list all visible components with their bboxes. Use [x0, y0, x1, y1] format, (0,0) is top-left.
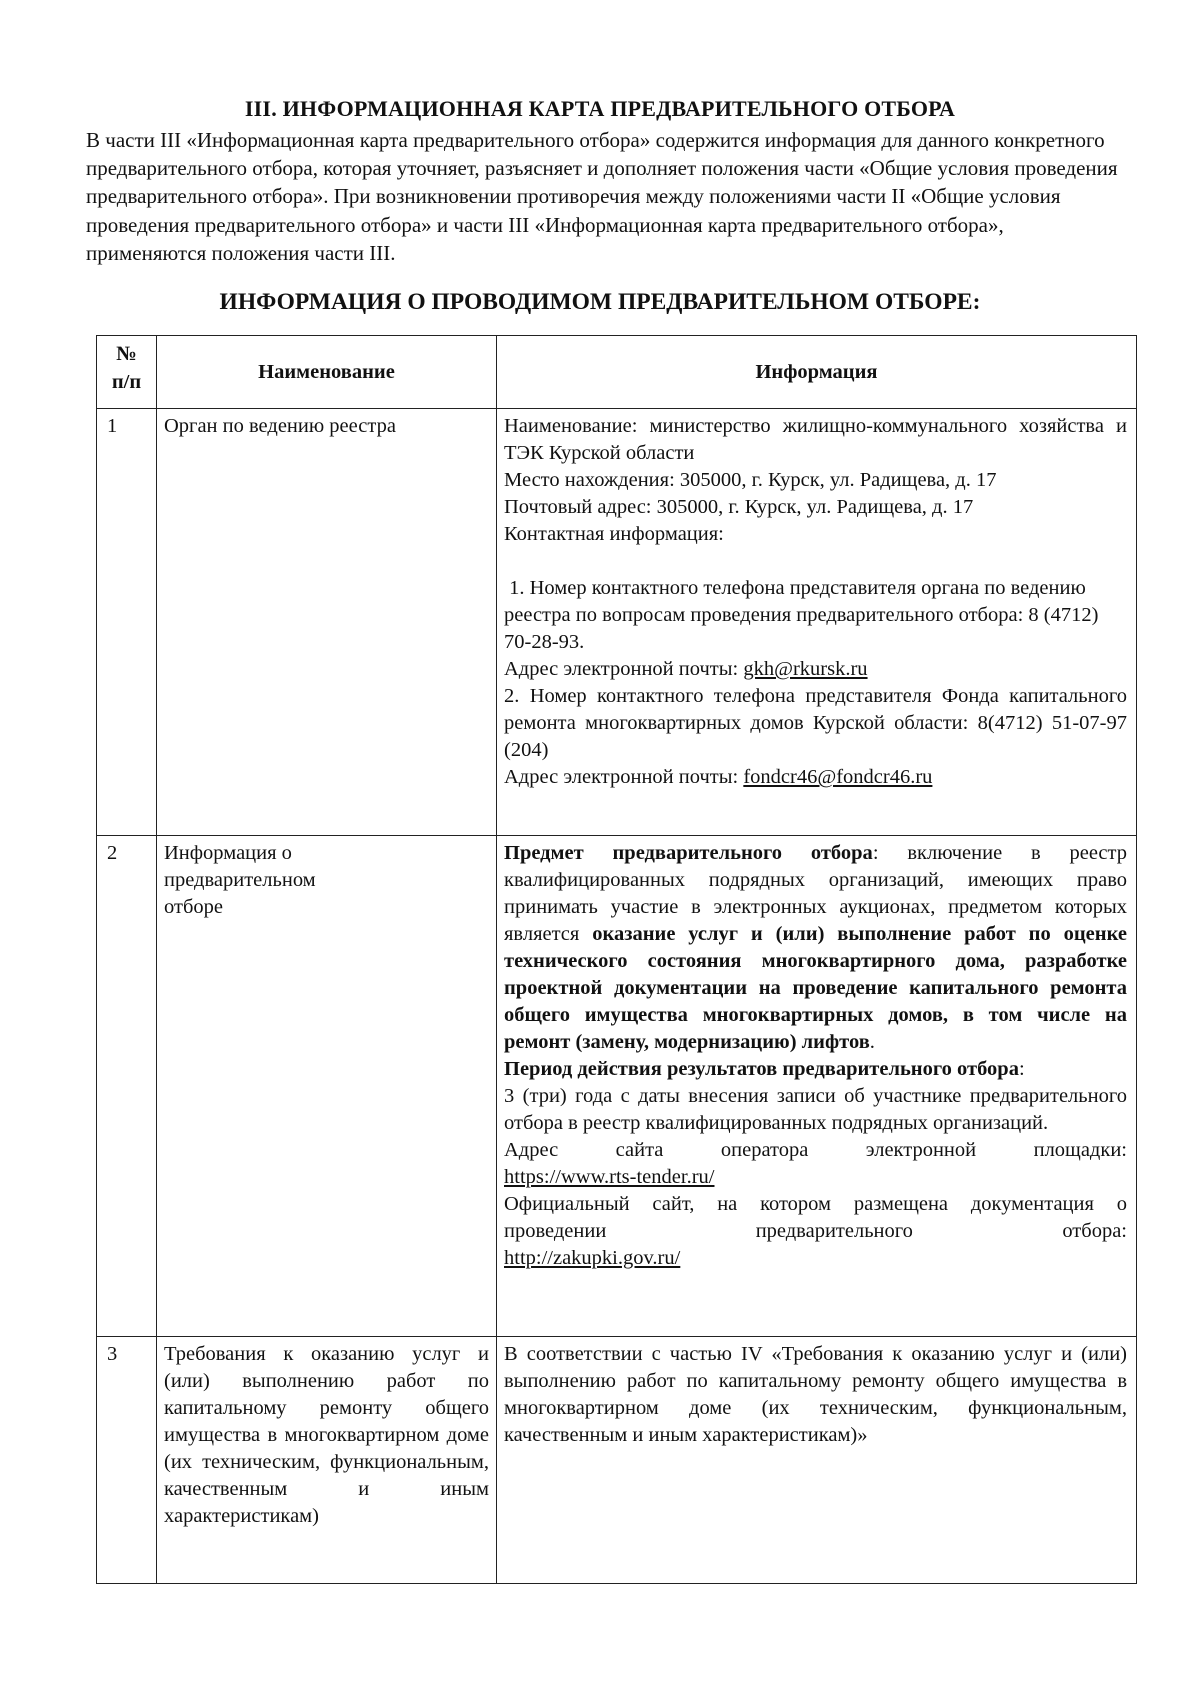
- table-row: [97, 409, 1137, 836]
- header-number-line2: п/п: [111, 371, 142, 393]
- official-url-line: [504, 1245, 1127, 1272]
- subject-paragraph: [504, 840, 1127, 1056]
- row-info: [497, 409, 1137, 836]
- period-colon: :: [1018, 1058, 1025, 1080]
- row-name: Орган по ведению реестра: [157, 409, 497, 836]
- site-url-line: [504, 1164, 1127, 1191]
- info-table: [96, 335, 1137, 1584]
- spacer: [504, 548, 1127, 575]
- row-number: 1: [97, 409, 157, 836]
- subject-end: .: [869, 1031, 875, 1053]
- registry-name: Наименование: министерство жилищно-коммунального хозяйства и ТЭК Курской области: [504, 415, 1127, 464]
- period-label: Период действия результатов предварительного отбора: [504, 1058, 1019, 1080]
- email-label: Адрес электронной почты:: [504, 658, 744, 680]
- row-info: В соответствии с частью IV «Требования к оказанию услуг и (или) выполнению работ по капитальному ремонту общего имущества в многоквартирном доме (их техническим, функциональным, качественным и иным характеристикам)»: [497, 1337, 1137, 1584]
- registry-postal-address: Почтовый адрес: 305000, г. Курск, ул. Радищева, д. 17: [504, 496, 974, 518]
- subject-label: Предмет предварительного отбора: [504, 842, 873, 864]
- intro-paragraph: В части III «Информационная карта предварительного отбора» содержится информация для данного конкретного предварительного отбора, которая уточняет, разъясняет и дополняет положения части «Общие условия проведения предварительного отбора». При возникновении противоречия между положениями части II «Общие условия проведения предварительного отбора» и части III «Информационная карта предварительного отбора», применяются положения части III.: [86, 128, 1118, 265]
- subject-bold: оказание услуг и (или) выполнение работ по оценке технического состояния многоквартирного дома, разработке проектной документации на проведение капитального ремонта общего имущества многоквартирных домов, в том числе на ремонт (замену, модернизацию) лифтов: [504, 923, 1127, 1053]
- email-label: Адрес электронной почты:: [504, 766, 744, 788]
- contact-phone-2: 2. Номер контактного телефона представителя Фонда капитального ремонта многоквартирных домов Курской области: 8(4712) 51-07-97 (204): [504, 685, 1127, 761]
- header-info: Информация: [497, 336, 1137, 409]
- email-link-fondcr[interactable]: fondcr46@fondcr46.ru: [743, 766, 933, 788]
- email-line-1: [504, 656, 1127, 683]
- row-info: [497, 836, 1137, 1337]
- section-title: ИНФОРМАЦИЯ О ПРОВОДИМОМ ПРЕДВАРИТЕЛЬНОМ ОТБОРЕ:: [219, 289, 981, 315]
- header-number: [97, 336, 157, 409]
- header-number-line1: №: [116, 343, 137, 365]
- page-title: III. ИНФОРМАЦИОННАЯ КАРТА ПРЕДВАРИТЕЛЬНОГО ОТБОРА: [244, 96, 956, 121]
- header-name: Наименование: [157, 336, 497, 409]
- contact-info-label: Контактная информация:: [504, 523, 724, 545]
- registry-location: Место нахождения: 305000, г. Курск, ул. Радищева, д. 17: [504, 469, 997, 491]
- email-link-gkh[interactable]: gkh@rkursk.ru: [743, 658, 868, 680]
- period-heading: [504, 1056, 1127, 1083]
- subject-text: : включение в реестр квалифицированных подрядных организаций, имеющих право принимать участие в электронных аукционах, предметом которых является: [504, 842, 1127, 945]
- site-url-link[interactable]: https://www.rts-tender.ru/: [504, 1166, 715, 1188]
- row-number: 2: [97, 836, 157, 1337]
- table-row: [97, 1337, 1137, 1584]
- official-label: Официальный сайт, на котором размещена документация о проведении предварительного отбора:: [504, 1193, 1127, 1242]
- table-row: [97, 836, 1137, 1337]
- row-name: Информация о предварительном отборе: [157, 836, 497, 1337]
- official-url-link[interactable]: http://zakupki.gov.ru/: [504, 1247, 681, 1269]
- email-line-2: [504, 764, 1127, 791]
- contact-phone-1: 1. Номер контактного телефона представителя органа по ведению реестра по вопросам проведения предварительного отбора: 8 (4712) 70-28-93.: [504, 577, 1104, 653]
- row-number: 3: [97, 1337, 157, 1584]
- site-label: Адрес сайта оператора электронной площадки:: [504, 1139, 1127, 1161]
- period-text: 3 (три) года с даты внесения записи об участнике предварительного отбора в реестр квалифицированных подрядных организаций.: [504, 1085, 1127, 1134]
- row-name: Требования к оказанию услуг и (или) выполнению работ по капитальному ремонту общего имущества в многоквартирном доме (их техническим, функциональным, качественным и иным характеристикам): [157, 1337, 497, 1584]
- table-header-row: [97, 336, 1137, 409]
